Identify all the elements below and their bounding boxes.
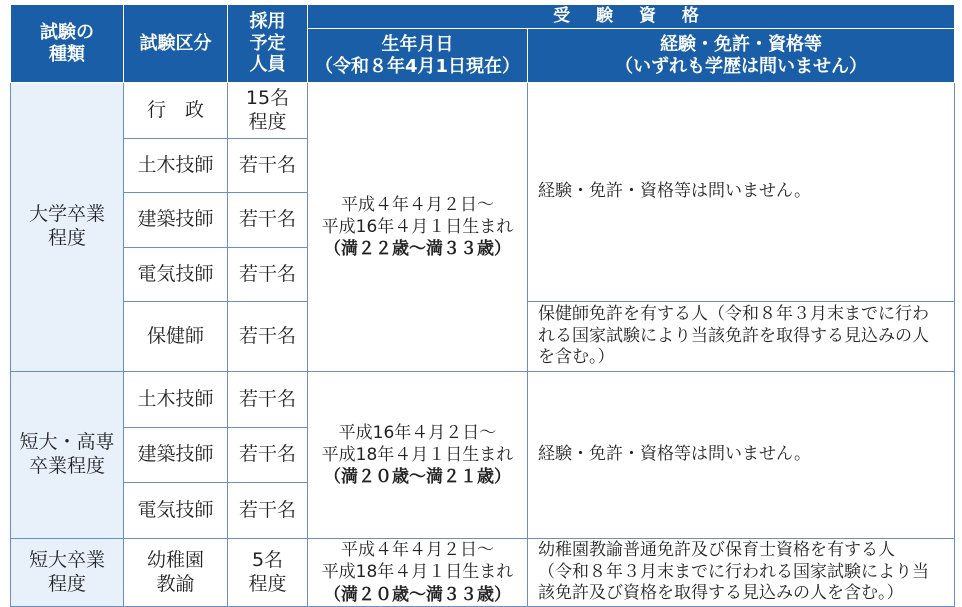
planned-cell: 若干名 bbox=[228, 483, 308, 539]
category-cell: 電気技師 bbox=[124, 483, 228, 539]
header-planned: 採用 予定 人員 bbox=[228, 5, 308, 83]
birthdate-junior-college-technical bbox=[308, 372, 528, 539]
kind-junior-college: 短大卒業 程度 bbox=[11, 539, 124, 607]
planned-cell: 若干名 bbox=[228, 372, 308, 428]
planned-cell: 若干名 bbox=[228, 428, 308, 483]
experience-junior-college-technical: 経験・免許・資格等は問いません。 bbox=[528, 372, 955, 539]
header-birthdate: 生年月日 （令和８年4月1日現在） bbox=[308, 29, 528, 83]
header-experience: 経験・免許・資格等 （いずれも学歴は問いません） bbox=[528, 29, 955, 83]
planned-cell: 若干名 bbox=[228, 248, 308, 302]
category-cell: 幼稚園 教諭 bbox=[124, 539, 228, 607]
planned-cell: 15名 程度 bbox=[228, 83, 308, 139]
planned-cell: 5名 程度 bbox=[228, 539, 308, 607]
category-cell: 土木技師 bbox=[124, 139, 228, 193]
date-to: 平成18年４月１日生まれ bbox=[321, 562, 514, 583]
age-range bbox=[308, 584, 527, 606]
birthdate-junior-college bbox=[308, 539, 528, 607]
date-from: 平成４年４月２日～ bbox=[341, 194, 494, 215]
age-range-text: （満２０歳～満３３歳） bbox=[324, 584, 511, 605]
planned-cell: 若干名 bbox=[228, 302, 308, 372]
age-range bbox=[308, 466, 527, 488]
category-cell: 土木技師 bbox=[124, 372, 228, 428]
category-cell: 保健師 bbox=[124, 302, 228, 372]
category-cell: 建築技師 bbox=[124, 428, 228, 483]
planned-cell: 若干名 bbox=[228, 193, 308, 248]
age-range-text: （満２０歳～満２１歳） bbox=[324, 467, 511, 488]
age-range bbox=[308, 238, 527, 260]
date-to: 平成18年４月１日生まれ bbox=[321, 444, 514, 465]
kind-university: 大学卒業 程度 bbox=[11, 83, 124, 372]
exam-table bbox=[10, 4, 955, 607]
experience-junior-college: 幼稚園教諭普通免許及び保育士資格を有する人 （令和８年３月末までに行われる国家試験により当該免許及び資格を取得する見込みの人を含む。） bbox=[528, 539, 955, 607]
experience-university: 経験・免許・資格等は問いません。 bbox=[528, 83, 955, 302]
date-from: 平成16年４月２日～ bbox=[338, 422, 497, 443]
header-kind: 試験の 種類 bbox=[11, 5, 124, 83]
age-range-text: （満２２歳～満３３歳） bbox=[324, 239, 511, 260]
header-category: 試験区分 bbox=[124, 5, 228, 83]
category-cell: 電気技師 bbox=[124, 248, 228, 302]
category-cell: 建築技師 bbox=[124, 193, 228, 248]
date-from: 平成４年４月２日～ bbox=[341, 540, 494, 561]
birthdate-university bbox=[308, 83, 528, 372]
category-cell: 行 政 bbox=[124, 83, 228, 139]
date-to: 平成16年４月１日生まれ bbox=[321, 216, 514, 237]
kind-junior-college-technical: 短大・高専 卒業程度 bbox=[11, 372, 124, 539]
header-qualification: 受 験 資 格 bbox=[308, 5, 955, 29]
experience-nurse: 保健師免許を有する人（令和８年３月末までに行われる国家試験により当該免許を取得する見込みの人を含む。） bbox=[528, 302, 955, 372]
planned-cell: 若干名 bbox=[228, 139, 308, 193]
